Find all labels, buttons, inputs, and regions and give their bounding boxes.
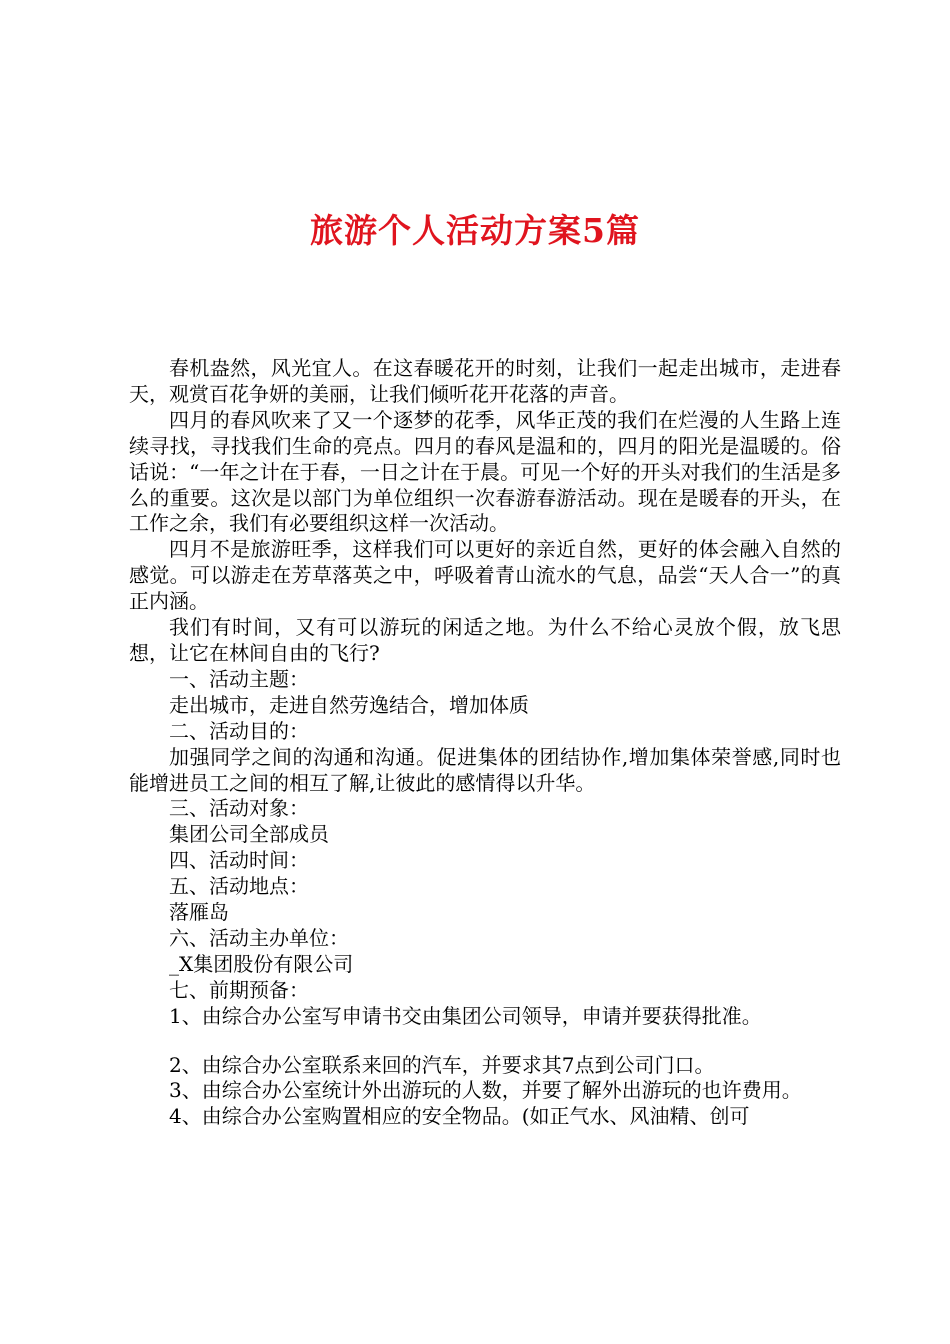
section-heading-theme: 一、活动主题： (169, 666, 309, 691)
section-heading-time: 四、活动时间： (169, 848, 309, 873)
paragraph-free-time: 我们有时间，又有可以游玩的闲适之地。为什么不给心灵放个假，放飞思想，让它在林间自由的飞行? (129, 615, 841, 665)
section-heading-location: 五、活动地点： (169, 874, 309, 899)
preparation-item-2: 2、由综合办公室联系来回的汽车，并要求其7点到公司门口。 (169, 1052, 715, 1077)
section-content-theme: 走出城市，走进自然劳逸结合，增加体质 (169, 692, 529, 717)
preparation-item-4: 4、由综合办公室购置相应的安全物品。(如正气水、风油精、创可 (169, 1104, 750, 1129)
section-content-purpose: 加强同学之间的沟通和沟通。促进集体的团结协作,增加集体荣誉感,同时也能增进员工之间的相互了解,让彼此的感情得以升华。 (129, 744, 841, 795)
section-heading-participants: 三、活动对象： (169, 796, 309, 821)
paragraph-off-season: 四月不是旅游旺季，这样我们可以更好的亲近自然，更好的体会融入自然的感觉。可以游走在芳草落英之中，呼吸着青山流水的气息，品尝“天人合一”的真正内涵。 (129, 537, 841, 614)
preparation-item-3: 3、由综合办公室统计外出游玩的人数，并要了解外出游玩的也许费用。 (169, 1078, 802, 1103)
section-content-participants: 集团公司全部成员 (169, 822, 329, 847)
blank-line (129, 1030, 841, 1053)
section-content-organizer: _X集团股份有限公司 (169, 951, 354, 976)
section-heading-purpose: 二、活动目的： (169, 718, 309, 743)
paragraph-intro: 春机盎然，风光宜人。在这春暖花开的时刻，让我们一起走出城市，走进春天，观赏百花争妍的美丽，让我们倾听花开花落的声音。 (129, 356, 841, 406)
preparation-item-1: 1、由综合办公室写申请书交由集团公司领导，申请并要获得批准。 (169, 1003, 762, 1028)
section-heading-preparation: 七、前期预备： (169, 977, 309, 1002)
document-title: 旅游个人活动方案5篇 (310, 211, 640, 250)
section-heading-organizer: 六、活动主办单位： (169, 925, 349, 950)
paragraph-april-wind: 四月的春风吹来了又一个逐梦的花季，风华正茂的我们在烂漫的人生路上连续寻找，寻找我们生命的亮点。四月的春风是温和的，四月的阳光是温暖的。俗话说：“一年之计在于春，一日之计在于晨。可见一个好的开头对我们的生活是多么的重要。这次是以部门为单位组织一次春游春游活动。现在是暖春的开头，在工作之余，我们有必要组织这样一次活动。 (129, 407, 841, 536)
section-content-location: 落雁岛 (169, 900, 229, 925)
document-body (129, 356, 841, 1130)
